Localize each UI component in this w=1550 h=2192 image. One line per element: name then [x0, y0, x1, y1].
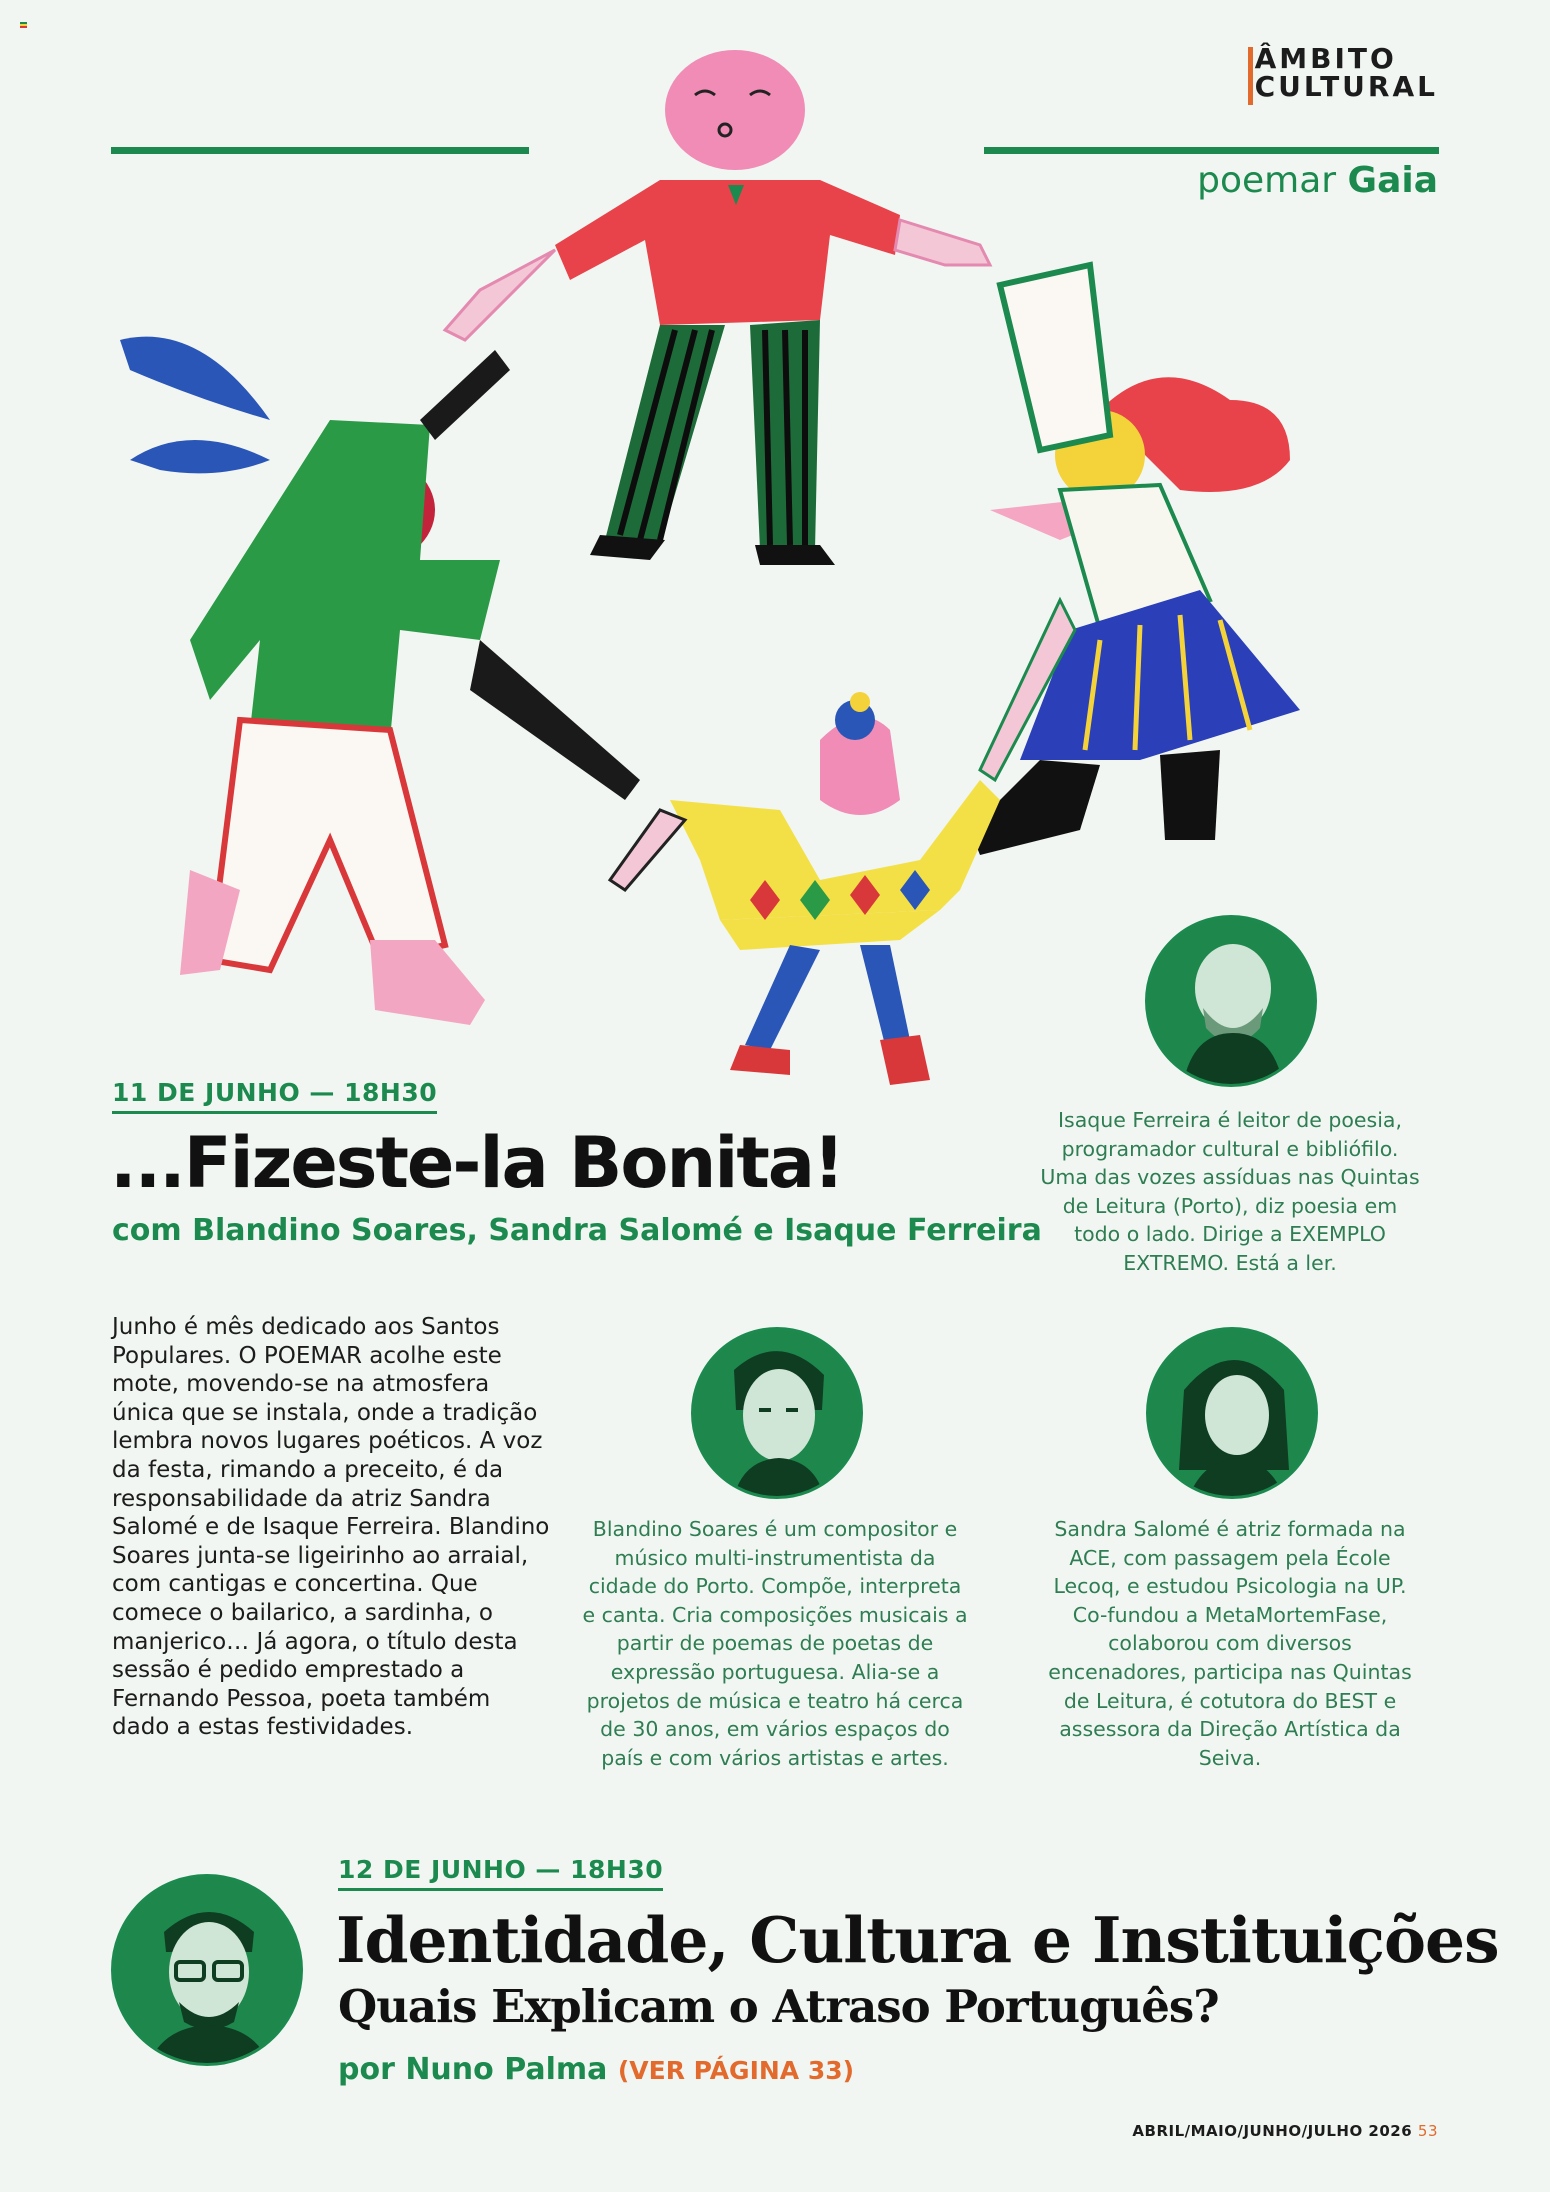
blandino-soares-photo [691, 1327, 863, 1499]
top-child-figure [445, 50, 990, 565]
right-child-figure [970, 265, 1300, 855]
section-name: Gaia [1347, 160, 1438, 201]
event2-date: 12 DE JUNHO — 18H30 [338, 1855, 663, 1891]
sandra-salome-photo [1146, 1327, 1318, 1499]
event1-date: 11 DE JUNHO — 18H30 [112, 1078, 437, 1114]
event1-subtitle: com Blandino Soares, Sandra Salomé e Isaque Ferreira [112, 1213, 1042, 1248]
bottom-child-figure [610, 692, 1000, 1085]
page-number: 53 [1417, 2122, 1438, 2140]
section-prefix: poemar [1197, 160, 1337, 201]
event1-title: ...Fizeste-la Bonita! [110, 1122, 843, 1204]
sandra-bio: Sandra Salomé é atriz formada na ACE, com passagem pela École Lecoq, e estudou Psicologia na UP. Co-fundou a MetaMortemFase, colaborou com diversos encenadores, participa nas Quintas de Leitura, é cotutora do BEST e assessora da Direção Artística da Seiva. [1048, 1517, 1412, 1770]
portrait-icon [1149, 1330, 1315, 1496]
logo-line-2: CULTURAL [1254, 70, 1438, 103]
logo-line-1: ÂMBITO [1254, 42, 1397, 75]
event2-subtitle: Quais Explicam o Atraso Português? [338, 1980, 1219, 2033]
left-child-figure [120, 337, 640, 1025]
corner-flag-icon [20, 22, 27, 28]
event1-description: Junho é mês dedicado aos Santos Populares. O POEMAR acolhe este mote, movendo-se na atmosfera única que se instala, onde a tradição lembra novos lugares poéticos. A voz da festa, rimando a preceito, é da responsabilidade da atriz Sandra Salomé e de Isaque Ferreira. Blandino Soares junta-se ligeirinho ao arraial, com cantigas e concertina. Que comece o bailarico, a sardinha, o manjerico… Já agora, o título desta sessão é pedido emprestado a Fernando Pessoa, poeta também dado a estas festividades. [112, 1314, 550, 1741]
isaque-ferreira-photo [1145, 915, 1317, 1087]
nuno-palma-photo [111, 1874, 303, 2066]
footer [1132, 2122, 1438, 2140]
portrait-icon [114, 1877, 300, 2063]
event2-byline [338, 2052, 854, 2087]
see-page-link[interactable]: (VER PÁGINA 33) [617, 2056, 855, 2085]
portrait-icon [1148, 918, 1314, 1084]
footer-issue: ABRIL/MAIO/JUNHO/JULHO 2026 [1132, 2122, 1413, 2140]
blandino-bio: Blandino Soares é um compositor e músico multi-instrumentista da cidade do Porto. Compõe, interpreta e canta. Cria composições musicais a partir de poemas de poetas de expressão portuguesa. Alia-se a projetos de música e teatro há cerca de 30 anos, em vários espaços do país e com vários artistas e artes. [582, 1517, 968, 1770]
event2-title: Identidade, Cultura e Instituições [336, 1903, 1499, 1977]
portrait-icon [694, 1330, 860, 1496]
event2-author: por Nuno Palma [338, 2052, 608, 2087]
isaque-bio: Isaque Ferreira é leitor de poesia, programador cultural e bibliófilo. Uma das vozes assíduas nas Quintas de Leitura (Porto), diz poesia em todo o lado. Dirige a EXEMPLO EXTREMO. Está a ler. [1040, 1108, 1420, 1275]
